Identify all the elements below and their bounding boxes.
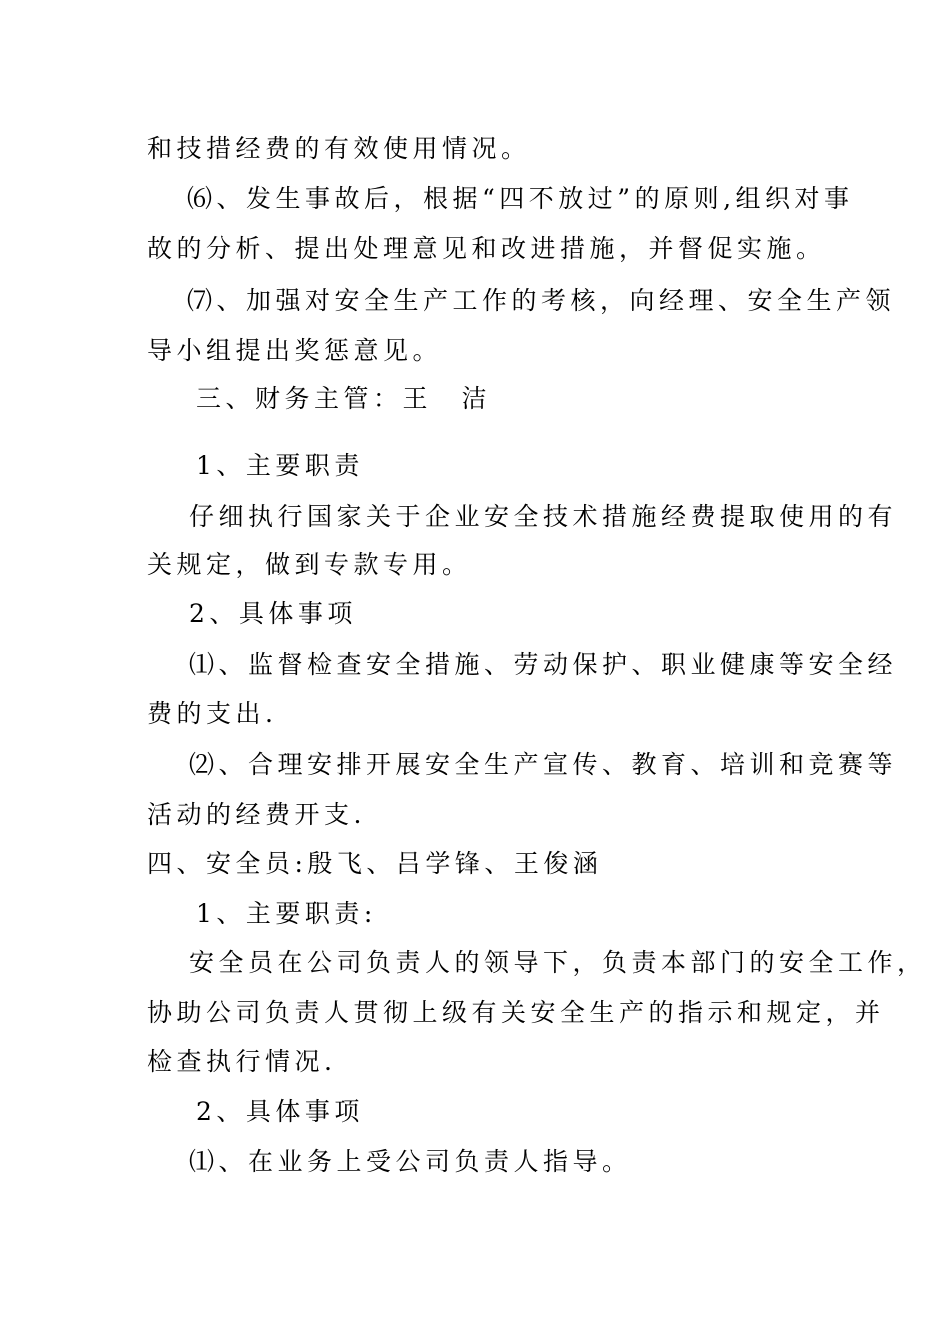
text-line: 协助公司负责人贯彻上级有关安全生产的指示和规定，并 bbox=[147, 998, 885, 1027]
text-line: 和技措经费的有效使用情况。 bbox=[147, 134, 531, 163]
text-line: 安全员在公司负责人的领导下，负责本部门的安全工作， bbox=[189, 948, 927, 977]
subsection-heading: 1、主要职责 bbox=[196, 451, 364, 480]
text-line: 导小组提出奖惩意见。 bbox=[147, 336, 443, 365]
text-line: ⑵、合理安排开展安全生产宣传、教育、培训和竞赛等 bbox=[189, 750, 898, 779]
subsection-heading: 1、主要职责: bbox=[196, 899, 377, 928]
text-line: 检查执行情况. bbox=[147, 1047, 337, 1076]
subsection-heading: 2、具体事项 bbox=[196, 1097, 364, 1126]
text-line: 费的支出. bbox=[147, 699, 278, 728]
text-line: ⑺、加强对安全生产工作的考核，向经理、安全生产领 bbox=[187, 286, 896, 315]
section-heading: 四、安全员:殷飞、吕学锋、王俊涵 bbox=[147, 849, 603, 878]
text-line: ⑴、监督检查安全措施、劳动保护、职业健康等安全经 bbox=[189, 650, 898, 679]
text-line: ⑴、在业务上受公司负责人指导。 bbox=[189, 1147, 632, 1176]
text-line: ⑹、发生事故后，根据“四不放过”的原则,组织对事 bbox=[187, 184, 854, 213]
text-line: 关规定，做到专款专用。 bbox=[147, 550, 472, 579]
text-line: 仔细执行国家关于企业安全技术措施经费提取使用的有 bbox=[189, 502, 898, 531]
text-line: 活动的经费开支. bbox=[147, 800, 366, 829]
subsection-heading: 2、具体事项 bbox=[189, 599, 357, 628]
text-line: 故的分析、提出处理意见和改进措施，并督促实施。 bbox=[147, 234, 826, 263]
section-heading: 三、财务主管：王 洁 bbox=[196, 384, 492, 413]
